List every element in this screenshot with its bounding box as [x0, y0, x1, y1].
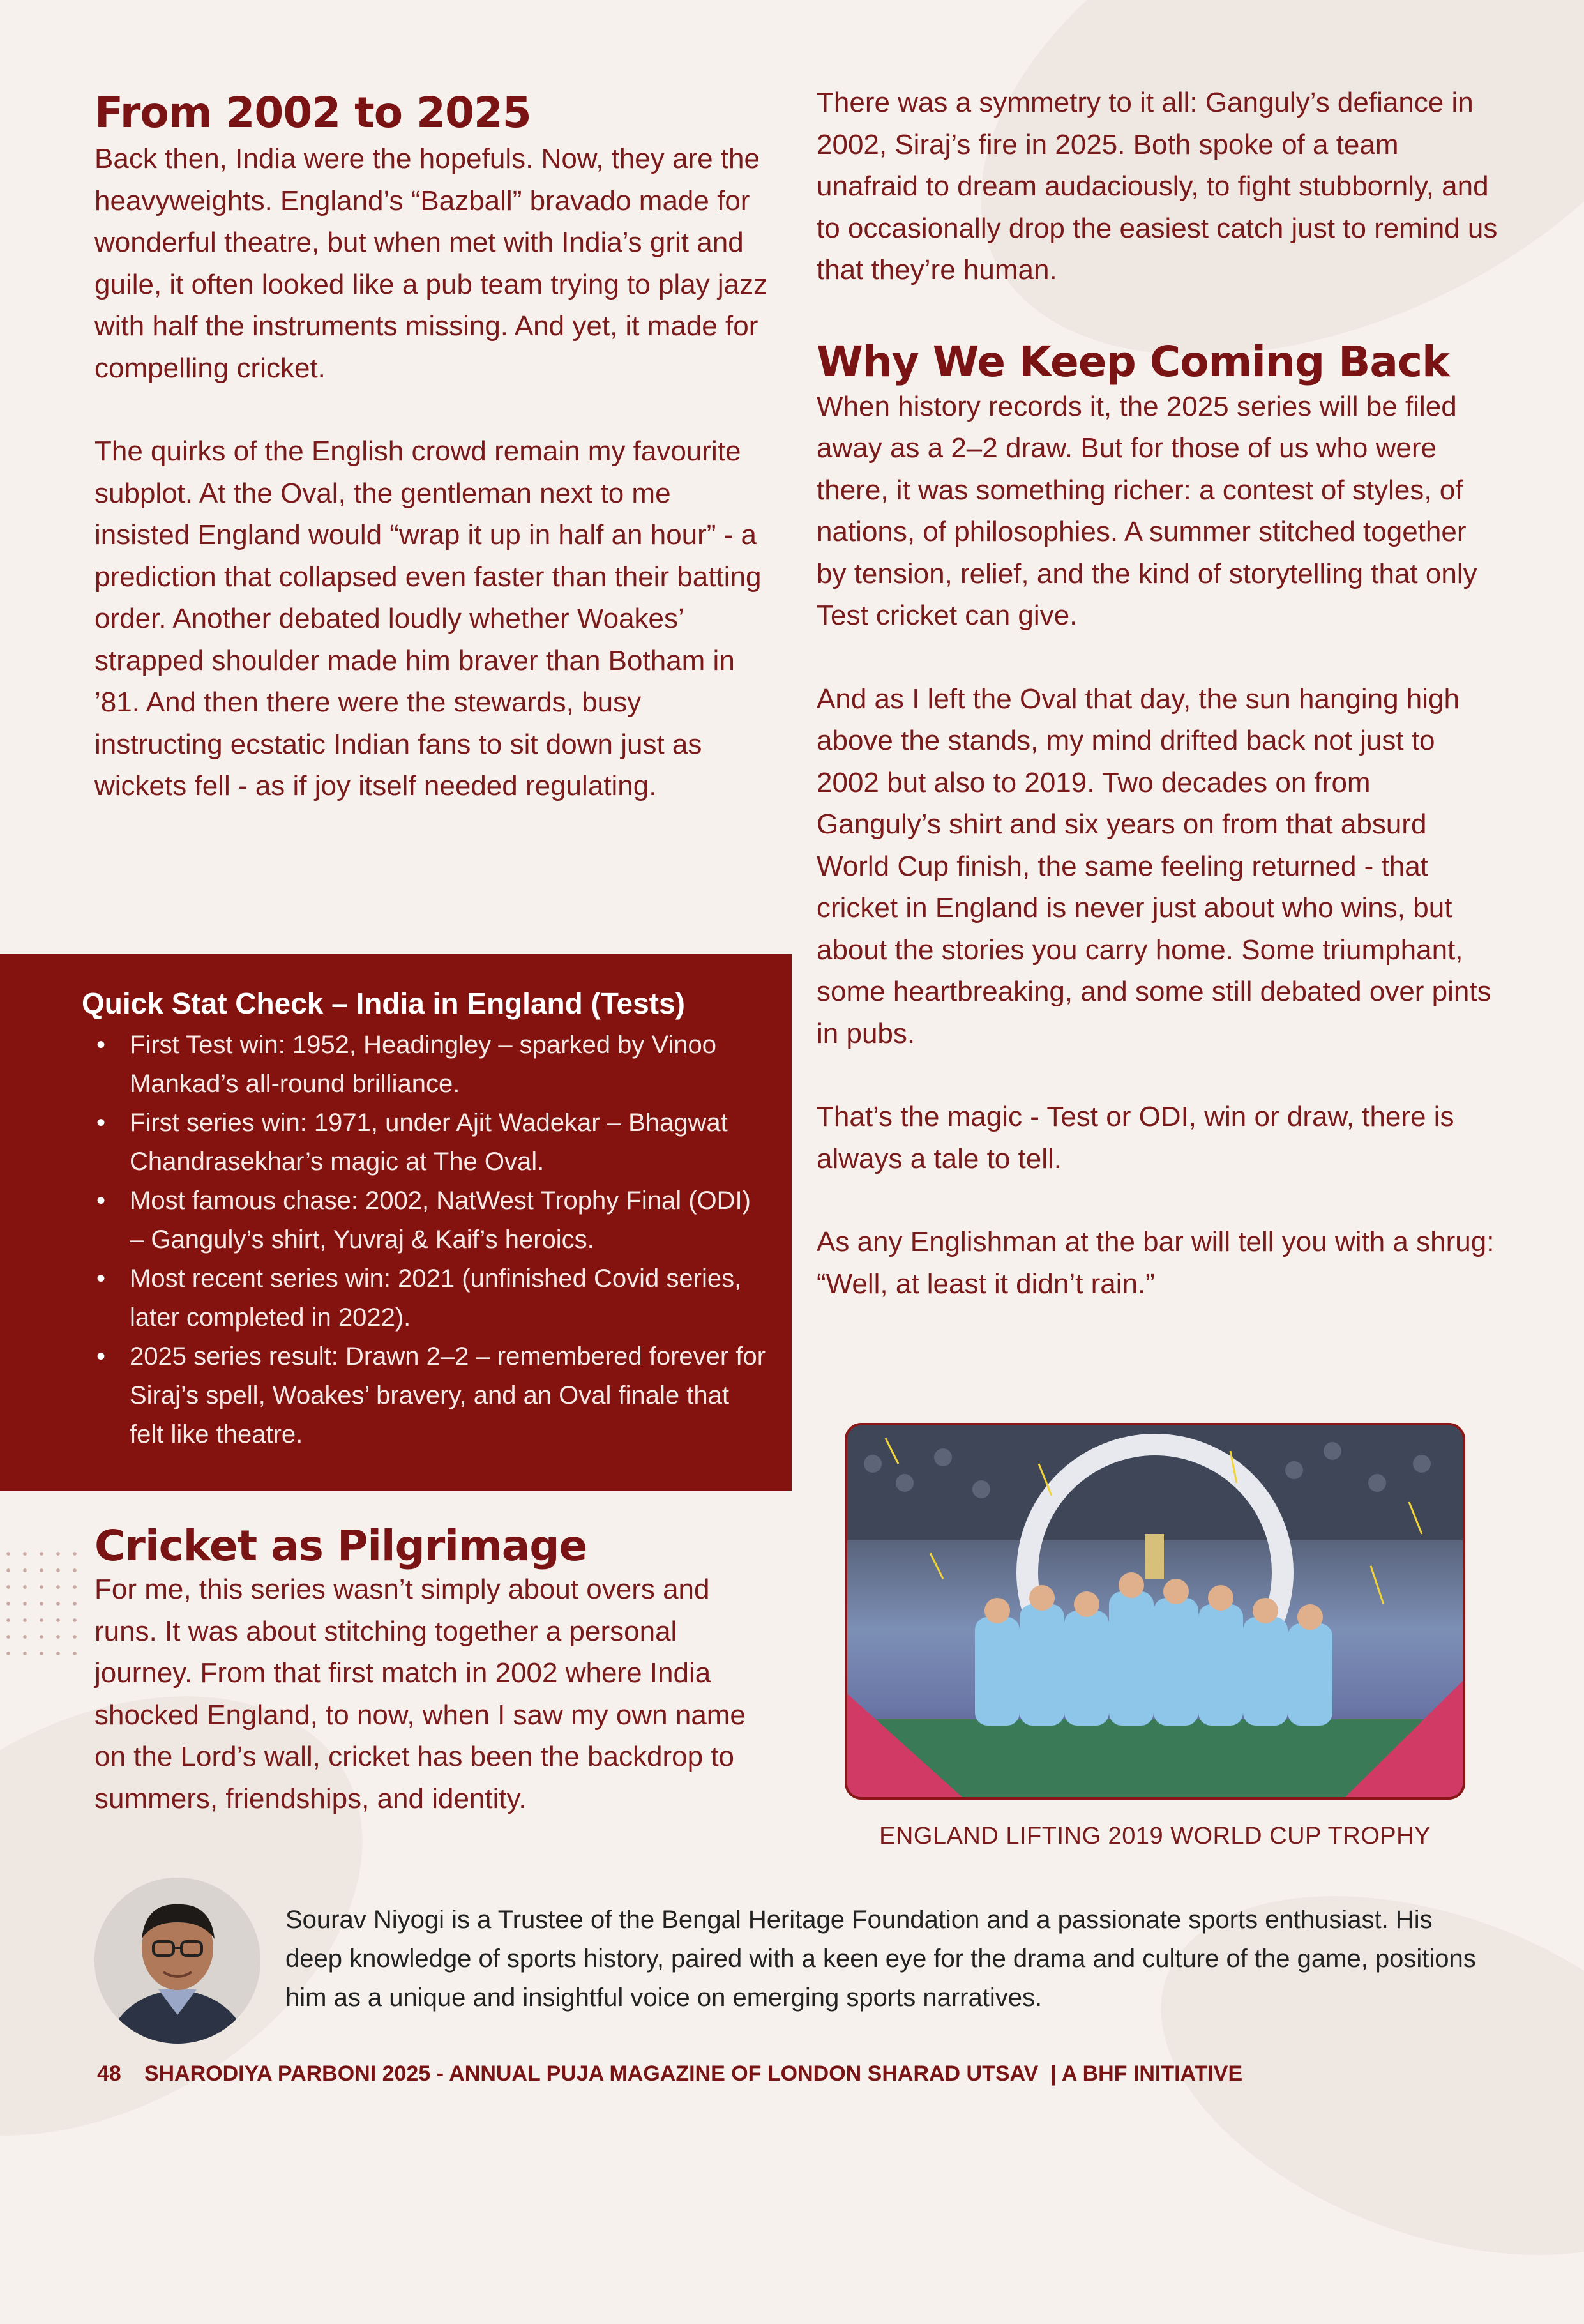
paragraph: There was a symmetry to it all: Ganguly’s defiance in 2002, Siraj’s fire in 2025. Both spoke of a team unafraid to dream audaciously, to fight stubbornly, and to occasionally drop the easiest catch just to remind us that they’re human. — [817, 87, 1498, 285]
author-portrait — [94, 1878, 260, 2044]
stat-list — [82, 1026, 766, 1454]
photo-illustration — [847, 1425, 1463, 1797]
paragraph: Back then, India were the hopefuls. Now, they are the heavyweights. England’s “Bazball” bravado made for wonderful theatre, but when met with India’s grit and guile, it often looked like a pub team trying to play jazz with half the instruments missing. And yet, it made for compelling cricket. — [94, 143, 768, 384]
stat-item: • First Test win: 1952, Headingley – sparked by Vinoo Mankad’s all-round brilliance. — [130, 1026, 766, 1104]
paragraph: And as I left the Oval that day, the sun hanging high above the stands, my mind drifted back not just to 2002 but also to 2019. Two decades on from Ganguly’s shirt and six years on from that absurd World Cup finish, the same feeling returned - that cricket in England is never just about who wins, but about the stories you carry home. Some triumphant, some heartbreaking, and some still debated over pints in pubs. — [817, 683, 1491, 1049]
paragraph: As any Englishman at the bar will tell you with a shrug: “Well, at least it didn’t rain.” — [817, 1226, 1495, 1300]
paragraph: When history records it, the 2025 series will be filed away as a 2–2 draw. But for those of us who were there, it was something richer: a contest of styles, of nations, of philosophies. A summer stitched together by tension, relief, and the kind of storytelling that only Test cricket can give. — [817, 390, 1477, 631]
left-column-bottom — [94, 1520, 778, 1819]
paragraph: The quirks of the English crowd remain my favourite subplot. At the Oval, the gentleman next to me insisted England would “wrap it up in half an hour” - a prediction that collapsed even faster than their batting order. Another debated loudly whether Woakes’ strapped shoulder made him braver than Botham in ’81. And then there were the stewards, busy instructing ecstatic Indian fans to sit down just as wickets fell - as if joy itself needed regulating. — [94, 436, 762, 801]
paragraph: For me, this series wasn’t simply about overs and runs. It was about stitching together a personal journey. From that first match in 2002 where India shocked England, to now, when I saw my own name on the Lord’s wall, cricket has been the backdrop to summers, friendships, and identity. — [94, 1574, 746, 1814]
section-heading-why-we-keep-coming-back: Why We Keep Coming Back — [817, 337, 1449, 386]
left-column-top — [94, 87, 771, 807]
paragraph: That’s the magic - Test or ODI, win or draw, there is always a tale to tell. — [817, 1101, 1454, 1174]
stat-item: • 2025 series result: Drawn 2–2 – remembered forever for Siraj’s spell, Woakes’ bravery, and an Oval finale that felt like theatre. — [130, 1337, 766, 1454]
section-heading-from-2002: From 2002 to 2025 — [94, 88, 531, 137]
trophy-celebration-photo — [845, 1423, 1465, 1800]
author-avatar — [94, 1878, 260, 2044]
author-bio: Sourav Niyogi is a Trustee of the Bengal Heritage Foundation and a passionate sports enthusiast. His deep knowledge of sports history, paired with a keen eye for the drama and culture of the game, positions him as a unique and insightful voice on emerging sports narratives. — [285, 1906, 1476, 2012]
dot-pattern-decoration — [0, 1546, 88, 1658]
section-heading-pilgrimage: Cricket as Pilgrimage — [94, 1521, 587, 1570]
quick-stat-box — [0, 954, 792, 1491]
footer-text: SHARODIYA PARBONI 2025 - ANNUAL PUJA MAGAZINE OF LONDON SHARAD UTSAV | A BHF INITIATIVE — [144, 2062, 1243, 2086]
stat-item: • Most recent series win: 2021 (unfinished Covid series, later completed in 2022). — [130, 1259, 766, 1337]
stat-item: • First series win: 1971, under Ajit Wadekar – Bhagwat Chandrasekhar’s magic at The Oval. — [130, 1104, 766, 1181]
photo-caption: ENGLAND LIFTING 2019 WORLD CUP TROPHY — [879, 1823, 1431, 1849]
right-column — [817, 82, 1500, 1305]
stat-item: • Most famous chase: 2002, NatWest Trophy Final (ODI) – Ganguly’s shirt, Yuvraj & Kaif’s heroics. — [130, 1181, 766, 1259]
stat-box-title: Quick Stat Check – India in England (Tests) — [82, 987, 685, 1020]
page-number: 48 — [97, 2062, 121, 2086]
page-footer — [97, 2062, 1242, 2086]
